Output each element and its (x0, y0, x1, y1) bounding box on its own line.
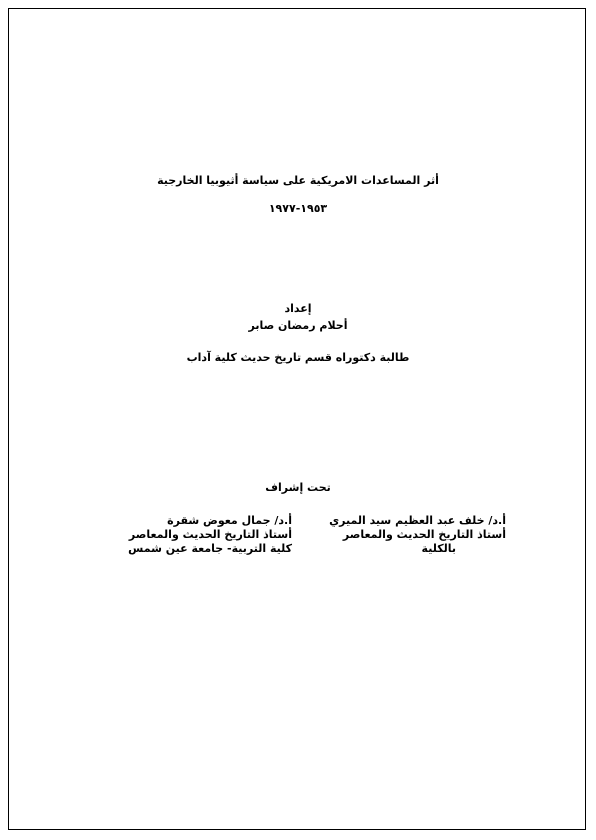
author-name: أحلام رمضان صابر (248, 319, 348, 332)
supervisor-1 (329, 514, 506, 556)
supervisor-2-affiliation: كلية التربية- جامعة عين شمس (128, 542, 292, 555)
supervision-label: تحت إشراف (265, 481, 331, 494)
supervisor-1-title: أستاذ التاريخ الحديث والمعاصر (342, 528, 506, 541)
supervisor-1-affiliation: بالكلية (421, 542, 456, 555)
thesis-years: ١٩٥٣-١٩٧٧ (268, 202, 328, 215)
author-description: طالبة دكتوراه قسم تاريخ حديث كلية آداب (186, 351, 410, 364)
prepared-by-label: إعداد (284, 302, 312, 315)
supervisor-1-name: أ.د/ خلف عبد العظيم سيد الميري (329, 514, 506, 527)
supervisor-2 (128, 514, 292, 556)
supervisor-2-name: أ.د/ جمال معوض شقرة (167, 514, 292, 527)
page-border (8, 8, 586, 830)
supervisor-2-title: أستاذ التاريخ الحديث والمعاصر (128, 528, 292, 541)
thesis-title: أثر المساعدات الامريكية على سياسة أثيوبيا الخارجية (157, 174, 439, 187)
